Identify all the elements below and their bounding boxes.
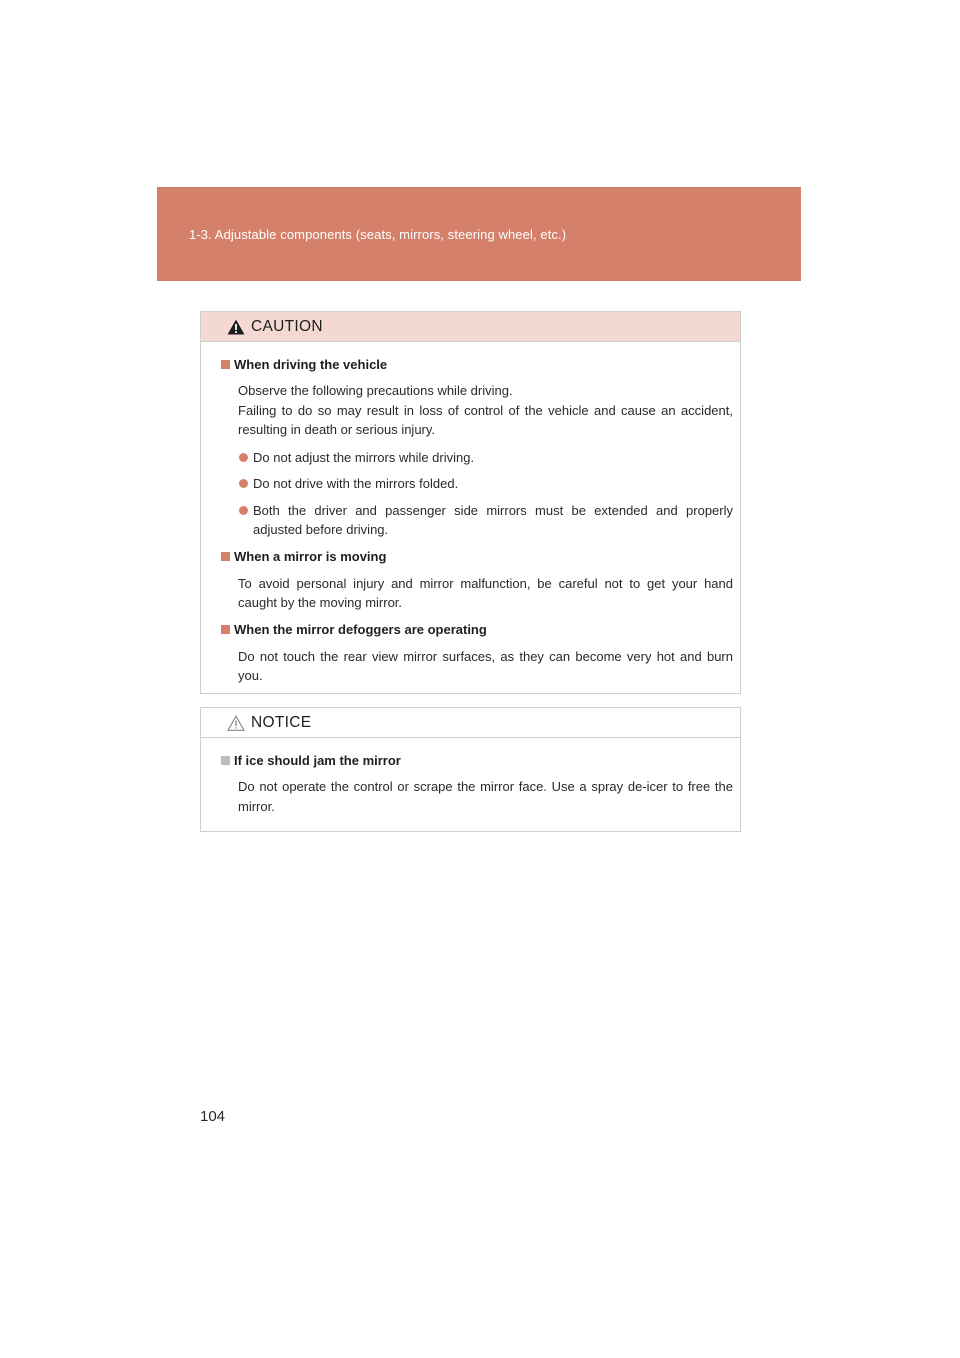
section-heading: When a mirror is moving xyxy=(221,547,733,567)
paragraph: Observe the following precautions while driving. xyxy=(238,383,513,398)
paragraph: Do not operate the control or scrape the mirror face. Use a spray de-icer to free the mirror. xyxy=(238,779,733,814)
section-heading: When the mirror defoggers are operating xyxy=(221,620,733,640)
page-number: 104 xyxy=(200,1108,226,1125)
caution-box xyxy=(200,311,741,694)
bullet-item: Do not drive with the mirrors folded. xyxy=(253,474,733,494)
paragraph: Failing to do so may result in loss of control of the vehicle and cause an accident, resulting in death or serious injury. xyxy=(238,402,733,437)
section-heading: When driving the vehicle xyxy=(221,354,733,374)
section-header-band xyxy=(157,187,801,281)
warning-triangle-outline-icon xyxy=(227,715,245,731)
notice-box xyxy=(200,707,741,832)
caution-header xyxy=(201,312,740,342)
bullet-item: Both the driver and passenger side mirrors must be extended and properly adjusted before driving. xyxy=(253,501,733,540)
bullet-item: Do not adjust the mirrors while driving. xyxy=(253,448,733,468)
square-marker-icon xyxy=(221,756,230,765)
notice-header xyxy=(201,708,740,738)
caution-title: CAUTION xyxy=(251,317,323,335)
notice-body xyxy=(201,738,740,816)
bullet-dot-icon xyxy=(239,479,248,488)
section-heading: If ice should jam the mirror xyxy=(221,750,733,770)
caution-body xyxy=(201,342,740,686)
paragraph: To avoid personal injury and mirror malfunction, be careful not to get your hand caught by the moving mirror. xyxy=(238,575,733,610)
warning-triangle-icon xyxy=(227,319,245,335)
square-marker-icon xyxy=(221,360,230,369)
square-marker-icon xyxy=(221,552,230,561)
bullet-dot-icon xyxy=(239,453,248,462)
square-marker-icon xyxy=(221,625,230,634)
section-title: 1-3. Adjustable components (seats, mirrors, steering wheel, etc.) xyxy=(189,227,567,242)
paragraph: Do not touch the rear view mirror surfaces, as they can become very hot and burn you. xyxy=(238,648,733,683)
bullet-dot-icon xyxy=(239,506,248,515)
notice-title: NOTICE xyxy=(251,713,312,731)
